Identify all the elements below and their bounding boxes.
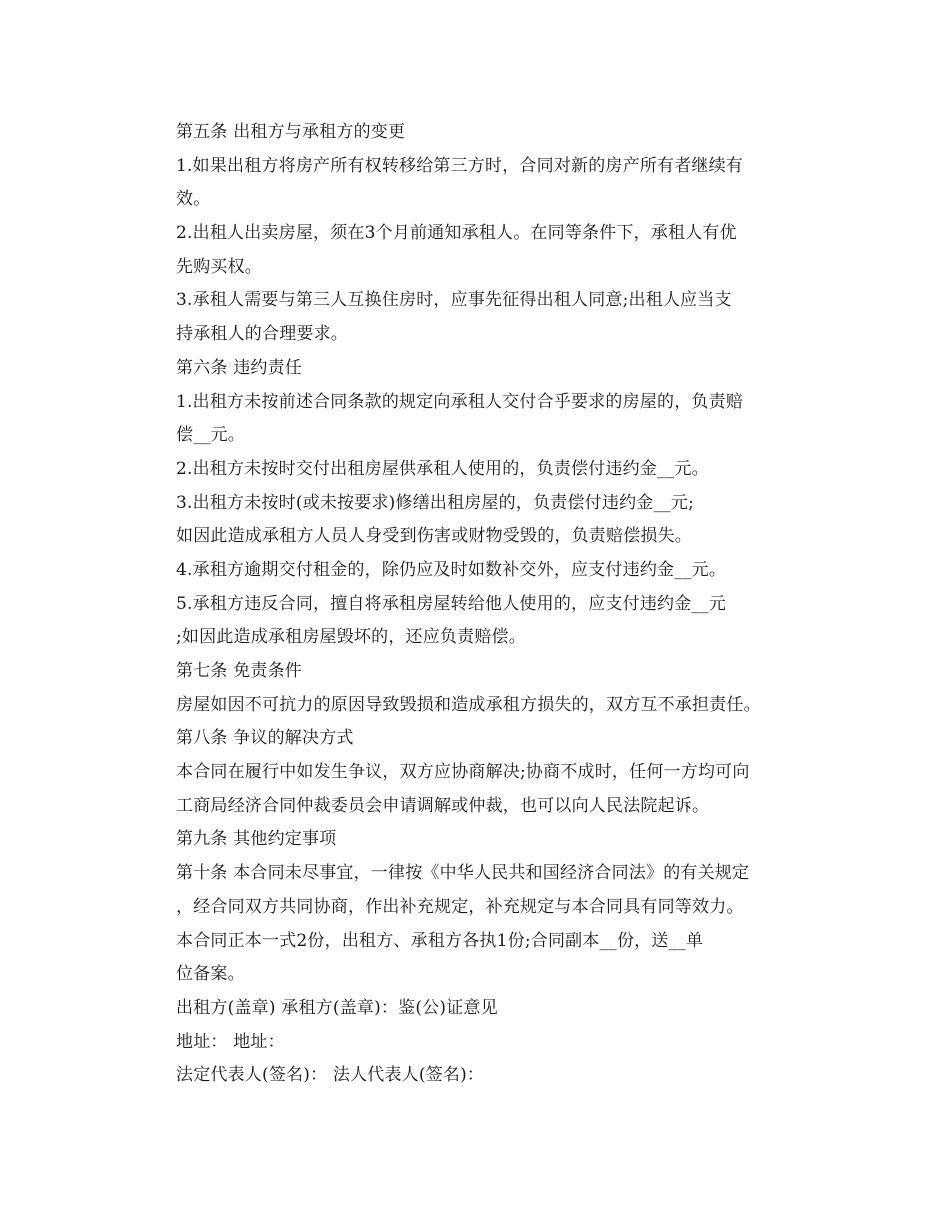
signature-address-line: 地址： 地址： bbox=[176, 1031, 285, 1052]
article-5-clause-1: 1.如果出租方将房产所有权转移给第三方时，合同对新的房产所有者继续有 bbox=[176, 155, 744, 176]
article-6-clause-4: 4.承租方逾期交付租金的，除仍应及时如数补交外，应支付违约金__元。 bbox=[176, 559, 727, 580]
article-6-clause-5: 5.承租方违反合同，擅自将承租房屋转给他人使用的，应支付违约金__元 bbox=[176, 593, 727, 614]
article-5-clause-3: 3.承租人需要与第三人互换住房时，应事先征得出租人同意;出租人应当支 bbox=[176, 290, 732, 311]
article-5-clause-2: 2.出租人出卖房屋，须在3个月前通知承租人。在同等条件下，承租人有优 bbox=[176, 223, 737, 244]
article-8-heading: 第八条 争议的解决方式 bbox=[176, 728, 354, 749]
article-7-heading: 第七条 免责条件 bbox=[176, 661, 303, 681]
article-6-clause-1: 1.出租方未按前述合同条款的规定向承租人交付合乎要求的房屋的，负责赔 bbox=[176, 391, 744, 412]
article-10-text-cont: ，经合同双方共同协商，作出补充规定，补充规定与本合同具有同等效力。 bbox=[176, 896, 744, 917]
article-5-clause-2-cont: 先购买权。 bbox=[176, 256, 262, 277]
article-8-text-cont: 工商局经济合同仲裁委员会申请调解或仲裁，也可以向人民法院起诉。 bbox=[176, 795, 710, 816]
article-9-heading: 第九条 其他约定事项 bbox=[176, 829, 337, 850]
copies-clause: 本合同正本一式2份，出租方、承租方各执1份;合同副本__份，送__单 bbox=[176, 930, 704, 951]
article-5-heading: 第五条 出租方与承租方的变更 bbox=[176, 122, 406, 142]
article-5-clause-3-cont: 持承租人的合理要求。 bbox=[176, 324, 348, 345]
article-6-clause-3: 3.出租方未按时(或未按要求)修缮出租房屋的，负责偿付违约金__元; bbox=[176, 492, 695, 513]
article-6-heading: 第六条 违约责任 bbox=[176, 357, 303, 378]
article-5-clause-1-cont: 效。 bbox=[176, 189, 211, 210]
article-10-text: 第十条 本合同未尽事宜，一律按《中华人民共和国经济合同法》的有关规定 bbox=[176, 863, 750, 884]
signature-stamp-line: 出租方(盖章) 承租方(盖章)：鉴(公)证意见 bbox=[176, 997, 498, 1018]
article-6-clause-3-cont: 如因此造成承租方人员人身受到伤害或财物受毁的，负责赔偿损失。 bbox=[176, 526, 692, 547]
article-6-clause-2: 2.出租方未按时交付出租房屋供承租人使用的，负责偿付违约金__元。 bbox=[176, 458, 709, 479]
signature-representative-line: 法定代表人(签名)： 法人代表人(签名)： bbox=[176, 1065, 485, 1086]
article-7-text: 房屋如因不可抗力的原因导致毁损和造成承租方损失的，双方互不承担责任。 bbox=[176, 694, 761, 715]
article-6-clause-5-cont: ;如因此造成承租房屋毁坏的，还应负责赔偿。 bbox=[176, 627, 526, 648]
article-6-clause-1-cont: 偿__元。 bbox=[176, 425, 245, 446]
document-body bbox=[176, 116, 816, 1093]
copies-clause-cont: 位备案。 bbox=[176, 964, 245, 985]
article-8-text: 本合同在履行中如发生争议，双方应协商解决;协商不成时，任何一方均可向 bbox=[176, 762, 750, 783]
